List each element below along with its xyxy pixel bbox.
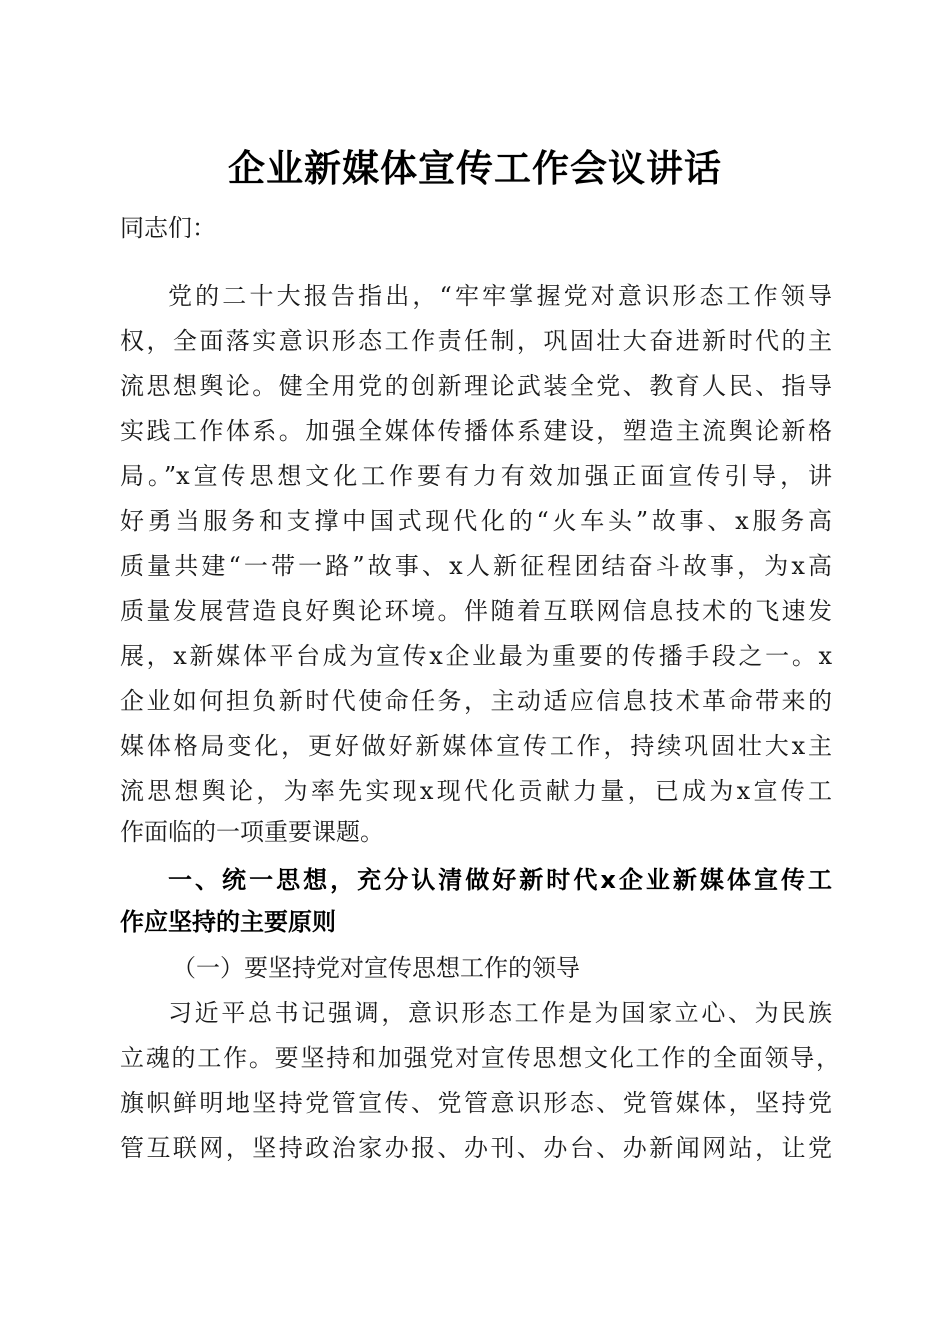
heading-line: 作应坚持的主要原则 <box>120 908 336 936</box>
paragraph-line: 媒体格局变化，更好做好新媒体宣传工作，持续巩固壮大x主 <box>120 732 832 760</box>
paragraph-line: 实践工作体系。加强全媒体传播体系建设，塑造主流舆论新格 <box>120 417 832 445</box>
paragraph-line: 展，x新媒体平台成为宣传x企业最为重要的传播手段之一。x <box>120 642 832 670</box>
paragraph-line: 流思想舆论，为率先实现x现代化贡献力量，已成为x宣传工 <box>120 777 832 805</box>
paragraph-line: 好勇当服务和支撑中国式现代化的“火车头”故事、x服务高 <box>120 507 832 535</box>
paragraph-line: 管互联网，坚持政治家办报、办刊、办台、办新闻网站，让党 <box>120 1134 832 1162</box>
document-title: 企业新媒体宣传工作会议讲话 <box>228 146 722 190</box>
paragraph-line: 质量发展营造良好舆论环境。伴随着互联网信息技术的飞速发 <box>120 597 832 625</box>
paragraph-line: 党的二十大报告指出，“牢牢掌握党对意识形态工作领导 <box>168 282 832 310</box>
paragraph-line: 质量共建“一带一路”故事、x人新征程团结奋斗故事，为x高 <box>120 552 832 580</box>
paragraph-line: 局。”x宣传思想文化工作要有力有效加强正面宣传引导，讲 <box>120 462 832 490</box>
salutation: 同志们： <box>120 214 216 242</box>
paragraph-line: 权，全面落实意识形态工作责任制，巩固壮大奋进新时代的主 <box>120 327 832 355</box>
paragraph-line: 企业如何担负新时代使命任务，主动适应信息技术革命带来的 <box>120 687 832 715</box>
heading-line: 一、统一思想，充分认清做好新时代x企业新媒体宣传工 <box>168 866 832 894</box>
paragraph-line: 作面临的一项重要课题。 <box>120 818 384 846</box>
paragraph-line: 立魂的工作。要坚持和加强党对宣传思想文化工作的全面领导， <box>120 1044 840 1072</box>
paragraph-line: 流思想舆论。健全用党的创新理论武装全党、教育人民、指导 <box>120 372 832 400</box>
paragraph-line: 习近平总书记强调，意识形态工作是为国家立心、为民族 <box>168 999 832 1027</box>
subheading-line: （一）要坚持党对宣传思想工作的领导 <box>172 954 580 982</box>
paragraph-line: 旗帜鲜明地坚持党管宣传、党管意识形态、党管媒体，坚持党 <box>120 1089 832 1117</box>
